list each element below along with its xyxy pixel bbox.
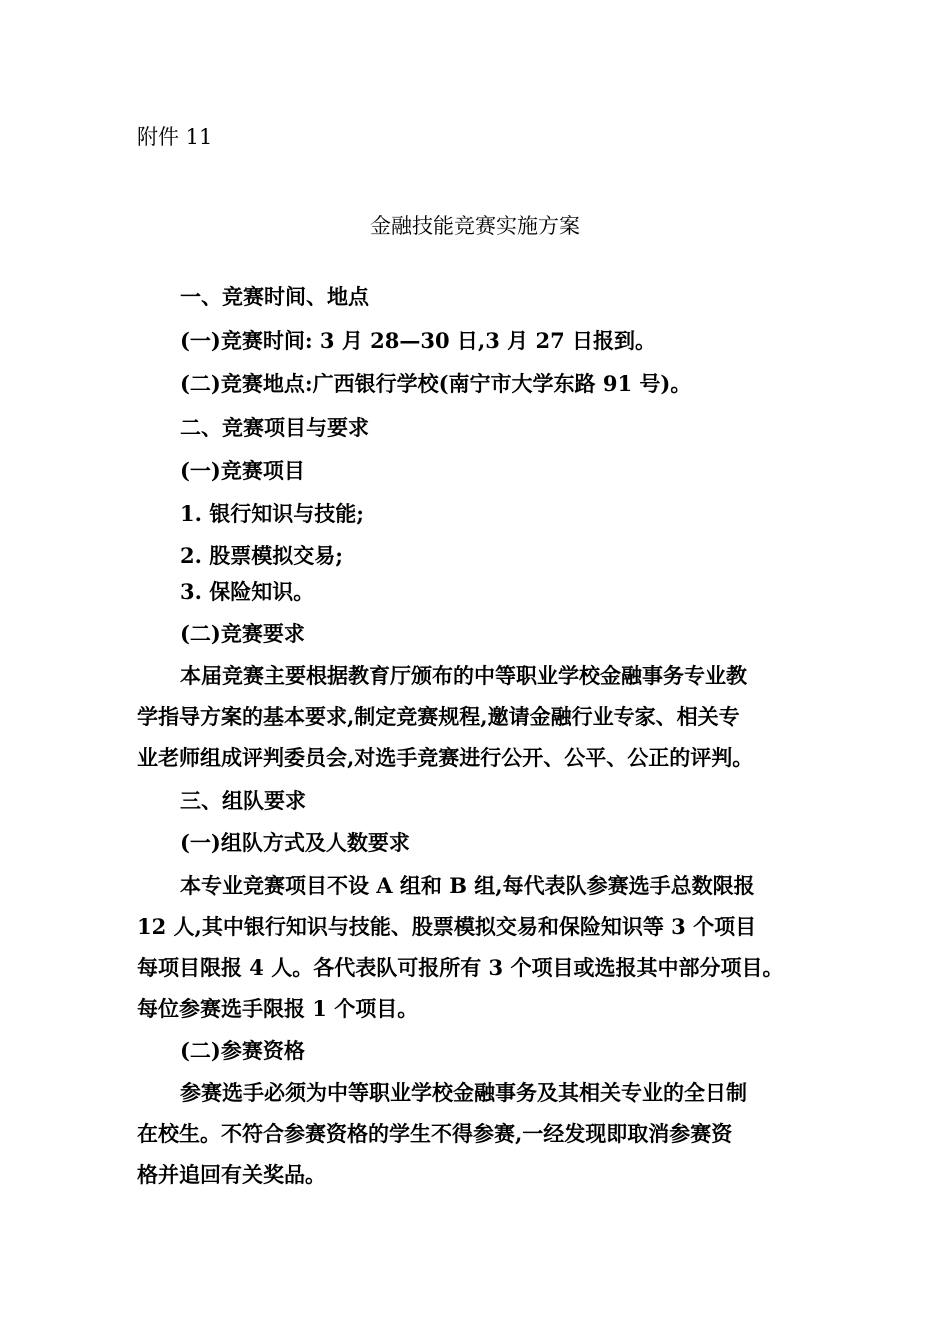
subsection-time: (一)竞赛时间: 3 月 28—30 日,3 月 27 日报到。	[180, 328, 657, 353]
paragraph-line: 业老师组成评判委员会,对选手竞赛进行公开、公平、公正的评判。	[137, 745, 754, 770]
paragraph-line: 每项目限报 4 人。各代表队可报所有 3 个项目或选报其中部分项目。	[137, 955, 784, 980]
section-heading-2: 二、竞赛项目与要求	[180, 415, 369, 440]
list-item-3: 3. 保险知识。	[180, 579, 315, 604]
section-heading-1: 一、竞赛时间、地点	[180, 284, 369, 309]
paragraph-line: 参赛选手必须为中等职业学校金融事务及其相关专业的全日制	[180, 1080, 747, 1105]
list-item-2: 2. 股票模拟交易;	[180, 543, 343, 568]
attachment-label: 附件 11	[137, 125, 213, 149]
paragraph-line: 每位参赛选手限报 1 个项目。	[137, 996, 419, 1021]
list-item-1: 1. 银行知识与技能;	[180, 501, 364, 526]
paragraph-line: 学指导方案的基本要求,制定竞赛规程,邀请金融行业专家、相关专	[137, 704, 740, 729]
section-heading-3: 三、组队要求	[180, 788, 306, 813]
subsection-location: (二)竞赛地点:广西银行学校(南宁市大学东路 91 号)。	[180, 371, 692, 396]
paragraph-line: 本专业竞赛项目不设 A 组和 B 组,每代表队参赛选手总数限报	[180, 873, 755, 898]
subsection-team: (一)组队方式及人数要求	[180, 830, 410, 855]
paragraph-line: 在校生。不符合参赛资格的学生不得参赛,一经发现即取消参赛资	[137, 1121, 733, 1146]
paragraph-line: 本届竞赛主要根据教育厅颁布的中等职业学校金融事务专业教	[180, 663, 747, 688]
subsection-items: (一)竞赛项目	[180, 458, 305, 483]
paragraph-line: 12 人,其中银行知识与技能、股票模拟交易和保险知识等 3 个项目	[137, 914, 757, 939]
subsection-eligibility: (二)参赛资格	[180, 1038, 305, 1063]
document-title: 金融技能竞赛实施方案	[370, 214, 580, 238]
paragraph-line: 格并追回有关奖品。	[137, 1162, 326, 1187]
subsection-requirements: (二)竞赛要求	[180, 621, 305, 646]
